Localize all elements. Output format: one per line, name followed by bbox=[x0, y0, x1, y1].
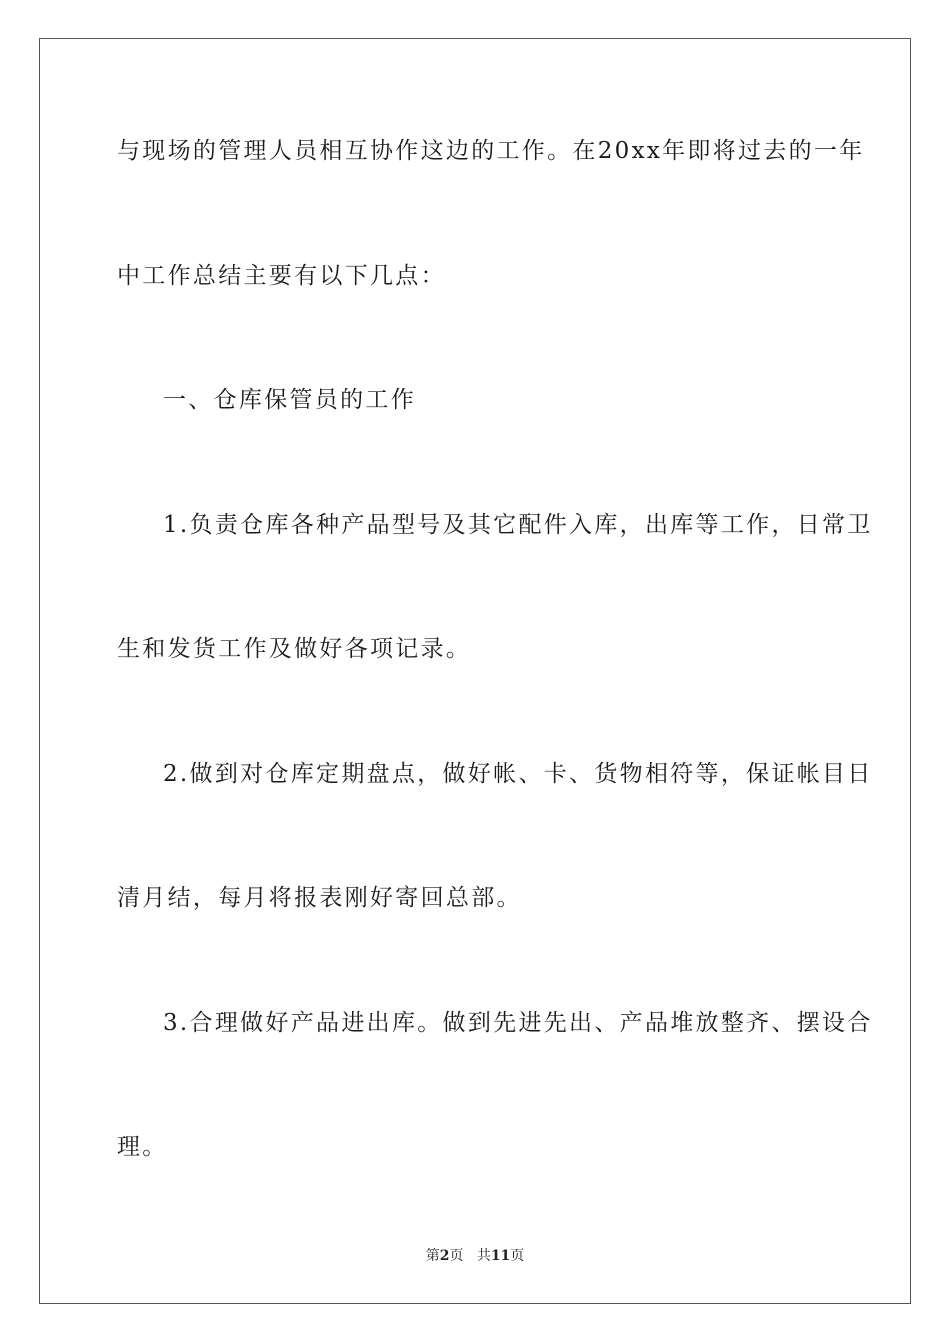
footer-total-unit: 页 bbox=[510, 1248, 525, 1264]
footer-total-prefix: 共 bbox=[476, 1248, 491, 1264]
paragraph-line: 2.做到对仓库定期盘点，做好帐、卡、货物相符等，保证帐目日 bbox=[163, 761, 873, 787]
paragraph-line: 清月结，每月将报表刚好寄回总部。 bbox=[117, 885, 522, 911]
paragraph-line: 3.合理做好产品进出库。做到先进先出、产品堆放整齐、摆设合 bbox=[163, 1010, 873, 1036]
paragraph-line: 1.负责仓库各种产品型号及其它配件入库，出库等工作，日常卫 bbox=[163, 512, 873, 538]
page-border bbox=[39, 38, 911, 1304]
paragraph-line: 生和发货工作及做好各项记录。 bbox=[117, 636, 472, 662]
footer-page-number: 2 bbox=[439, 1248, 450, 1264]
paragraph-line: 中工作总结主要有以下几点： bbox=[117, 263, 446, 289]
paragraph-line: 与现场的管理人员相互协作这边的工作。在20xx年即将过去的一年 bbox=[117, 138, 865, 164]
footer-prefix: 第 bbox=[425, 1248, 440, 1264]
footer-total-pages: 11 bbox=[490, 1248, 511, 1264]
section-heading: 一、仓库保管员的工作 bbox=[163, 387, 416, 413]
paragraph-line: 理。 bbox=[117, 1134, 168, 1160]
footer-page-unit: 页 bbox=[449, 1248, 464, 1264]
page-footer bbox=[0, 1247, 950, 1265]
